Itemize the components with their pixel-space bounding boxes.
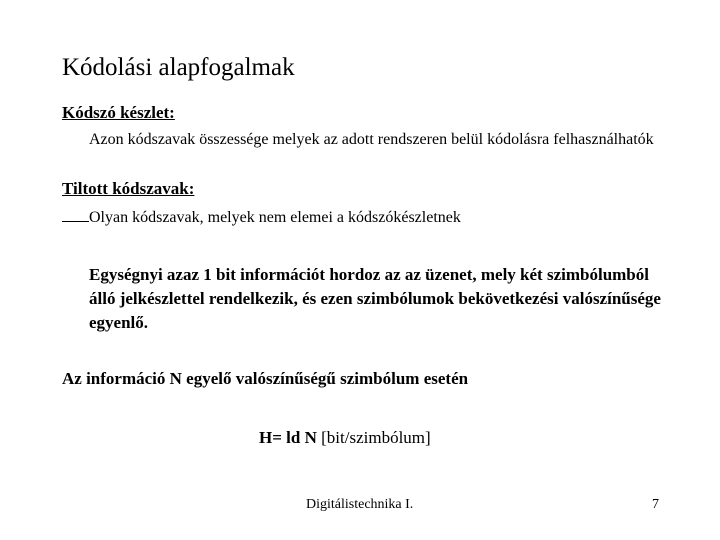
footer-text: Digitálistechnika I. — [306, 497, 414, 512]
page-number: 7 — [652, 497, 659, 512]
information-line: Az információ N egyelő valószínűségű szimbólum esetén — [62, 369, 469, 388]
underline-blank — [62, 207, 89, 222]
forbidden-codewords-line — [62, 207, 461, 227]
bit-definition: Egységnyi azaz 1 bit információt hordoz az az üzenet, mely két szimbólumból álló jelkészlettel rendelkezik, és ezen szimbólumok bekövetkezési valószínűsége egyenlő. — [89, 265, 661, 332]
forbidden-codewords-heading: Tiltott kódszavak: — [62, 179, 195, 198]
formula-unit: [bit/szimbólum] — [316, 428, 431, 447]
formula — [259, 428, 431, 448]
formula-expression: H= ld N — [259, 428, 317, 447]
codeword-set-text: Azon kódszavak összessége melyek az adott rendszeren belül kódolásra felhasználhatók — [89, 131, 654, 148]
forbidden-codewords-text: Olyan kódszavak, melyek nem elemei a kódszókészletnek — [89, 209, 461, 226]
codeword-set-heading: Kódszó készlet: — [62, 103, 175, 122]
page-title: Kódolási alapfogalmak — [62, 54, 295, 81]
